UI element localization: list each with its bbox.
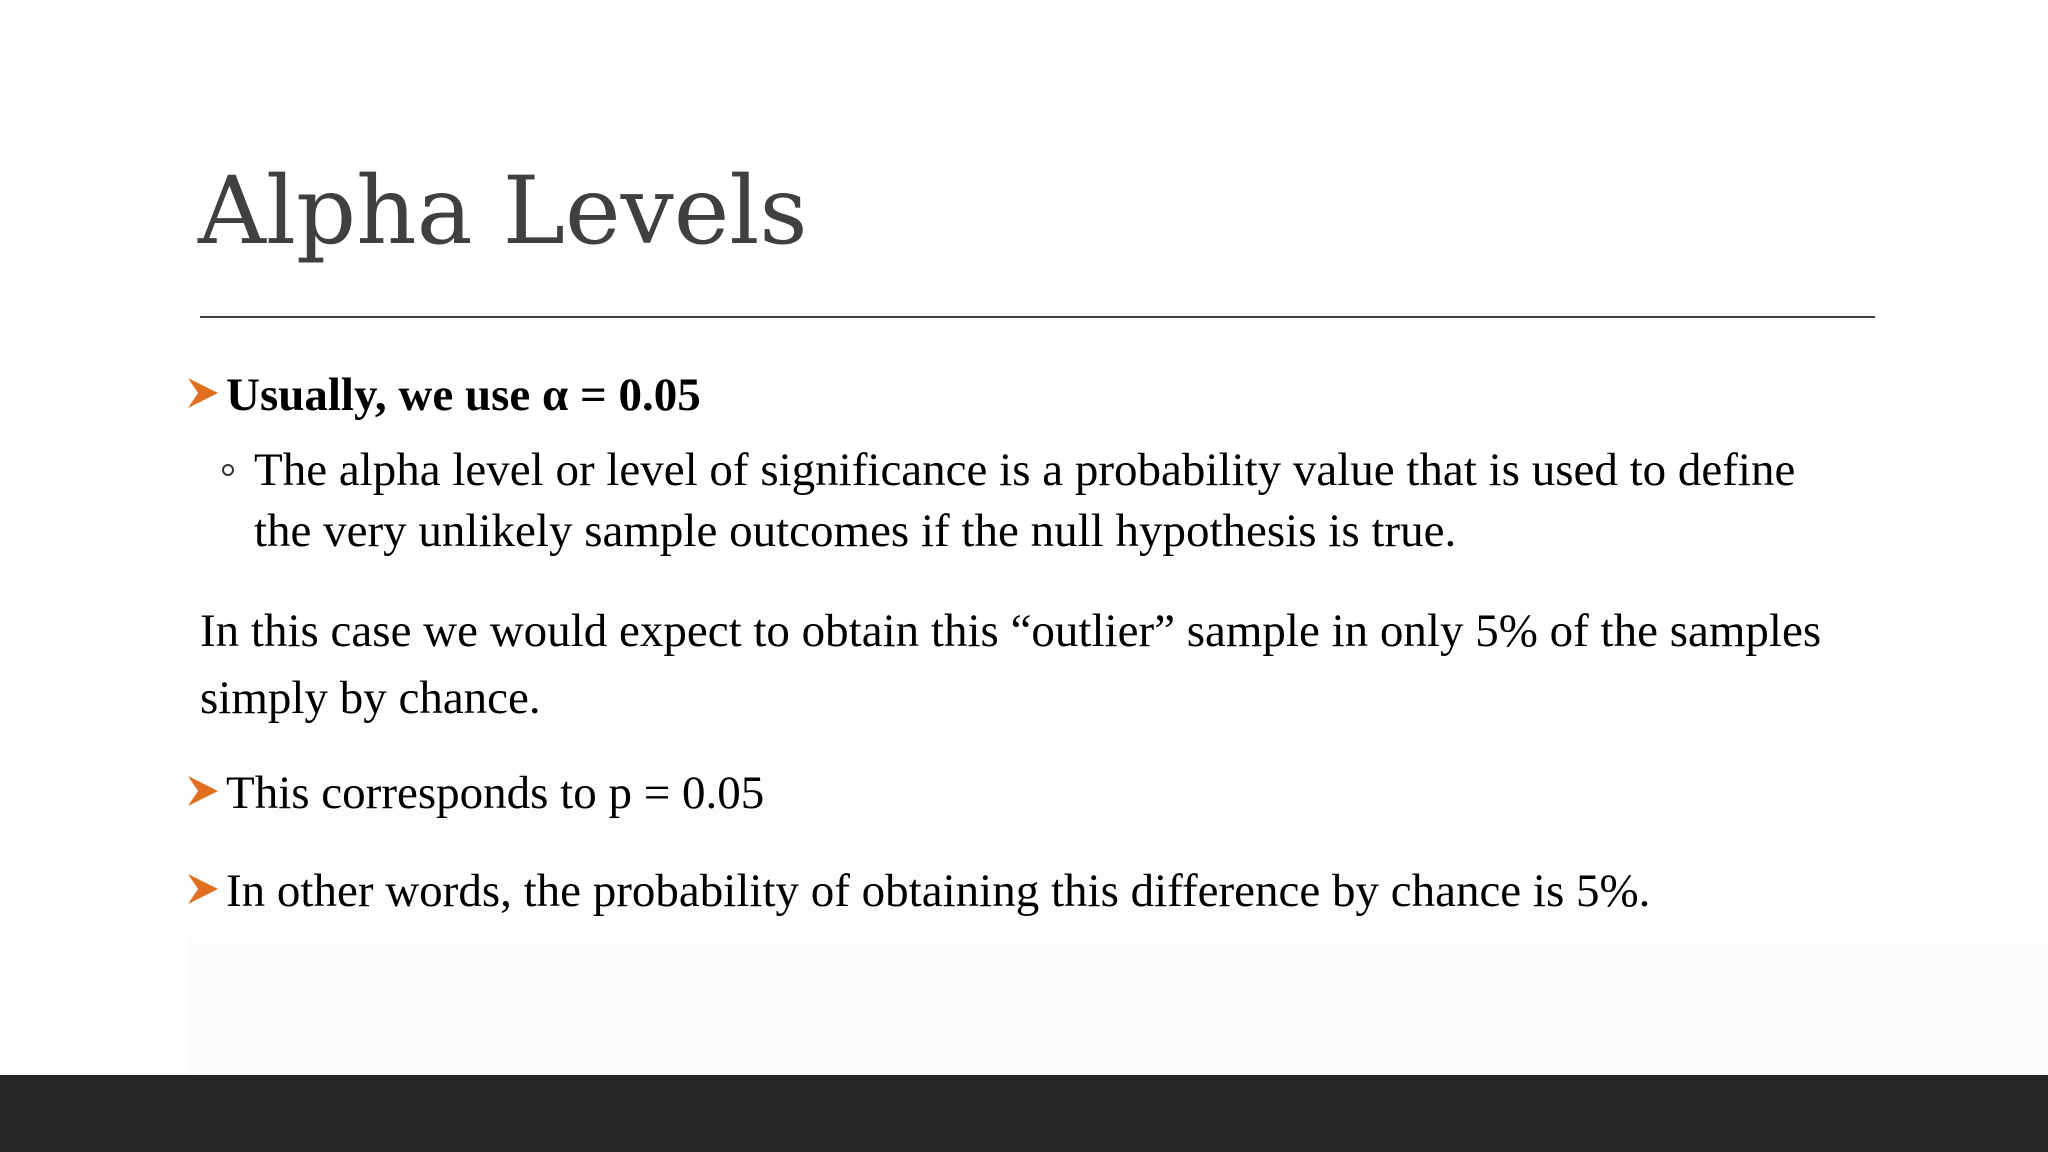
bullet-item [186,766,764,820]
bullet-text: Usually, we use α = 0.05 [226,369,701,421]
body-paragraph: In this case we would expect to obtain this “outlier” sample in only 5% of the samples simply by chance. [200,605,1822,724]
hollow-circle-bullet-icon [222,464,234,476]
bullet-item [186,864,1650,918]
orange-arrow-bullet-icon [186,774,226,808]
slide-title: Alpha Levels [198,157,808,266]
orange-arrow-bullet-icon [186,376,226,410]
sub-bullet-item [218,440,1864,562]
title-divider [200,316,1875,318]
bullet-text: This corresponds to p = 0.05 [226,767,765,819]
orange-arrow-bullet-icon [186,872,226,906]
sub-bullet-text: The alpha level or level of significance is a probability value that is used to define the very unlikely sample outcomes if the null hypothesis is true. [254,444,1796,557]
bullet-item [186,368,701,422]
bullet-text: In other words, the probability of obtaining this difference by chance is 5%. [226,865,1651,917]
footer-bar [0,1075,2048,1152]
